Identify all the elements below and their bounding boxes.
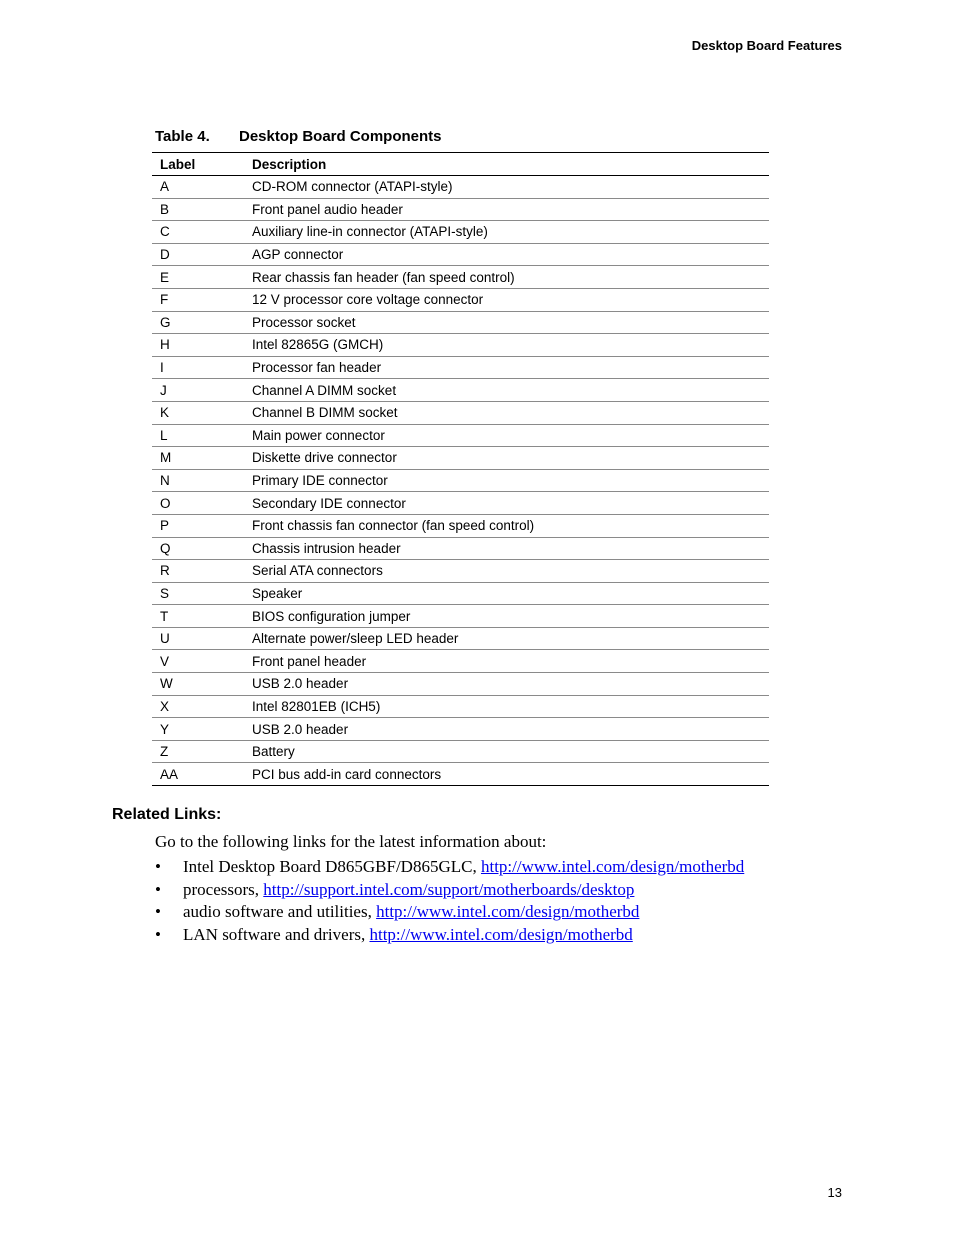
component-description: Processor socket xyxy=(252,311,769,334)
component-label: Q xyxy=(152,537,252,560)
table-row xyxy=(152,266,769,289)
table-row xyxy=(152,447,769,470)
table-caption xyxy=(155,128,442,145)
table-row xyxy=(152,424,769,447)
table-row xyxy=(152,221,769,244)
table-row xyxy=(152,763,769,786)
component-label: J xyxy=(152,379,252,402)
component-label: V xyxy=(152,650,252,673)
related-links-heading: Related Links: xyxy=(112,806,222,823)
component-label: C xyxy=(152,221,252,244)
component-description: BIOS configuration jumper xyxy=(252,605,769,628)
component-label: Y xyxy=(152,718,252,741)
table-row xyxy=(152,605,769,628)
component-label: H xyxy=(152,334,252,357)
component-label: I xyxy=(152,356,252,379)
table-row xyxy=(152,198,769,221)
component-label: T xyxy=(152,605,252,628)
bullet: • xyxy=(155,925,161,945)
audio-motherbd-link[interactable]: http://www.intel.com/design/motherbd xyxy=(376,902,640,922)
component-description: USB 2.0 header xyxy=(252,718,769,741)
table-row xyxy=(152,627,769,650)
component-description: Serial ATA connectors xyxy=(252,560,769,583)
table-title: Desktop Board Components xyxy=(239,128,442,145)
component-description: 12 V processor core voltage connector xyxy=(252,288,769,311)
component-label: L xyxy=(152,424,252,447)
related-links-list xyxy=(155,856,744,947)
component-label: W xyxy=(152,673,252,696)
component-description: Channel B DIMM socket xyxy=(252,401,769,424)
table-row xyxy=(152,311,769,334)
table-number: Table 4. xyxy=(155,128,210,145)
list-item xyxy=(155,856,744,879)
component-description: Intel 82801EB (ICH5) xyxy=(252,695,769,718)
component-label: E xyxy=(152,266,252,289)
table-row xyxy=(152,673,769,696)
table-row xyxy=(152,379,769,402)
component-label: M xyxy=(152,447,252,470)
component-description: AGP connector xyxy=(252,243,769,266)
component-description: Auxiliary line-in connector (ATAPI-style) xyxy=(252,221,769,244)
running-header: Desktop Board Features xyxy=(691,38,842,53)
table-row xyxy=(152,537,769,560)
component-label: B xyxy=(152,198,252,221)
table-row xyxy=(152,650,769,673)
table-row xyxy=(152,469,769,492)
table-row xyxy=(152,718,769,741)
table-row xyxy=(152,514,769,537)
support-desktop-link[interactable]: http://support.intel.com/support/motherboards/desktop xyxy=(263,879,635,899)
table-row xyxy=(152,560,769,583)
component-label: Z xyxy=(152,740,252,763)
related-links-intro: Go to the following links for the latest information about: xyxy=(155,832,547,851)
component-label: G xyxy=(152,311,252,334)
component-label: D xyxy=(152,243,252,266)
table-row xyxy=(152,695,769,718)
component-label: S xyxy=(152,582,252,605)
components-table xyxy=(152,152,769,786)
page-number: 13 xyxy=(827,1185,842,1200)
bullet: • xyxy=(155,857,161,876)
intel-motherbd-link[interactable]: http://www.intel.com/design/motherbd xyxy=(480,857,745,876)
list-item xyxy=(155,879,744,902)
column-header-label: Label xyxy=(152,153,252,176)
component-description: Chassis intrusion header xyxy=(252,537,769,560)
table-row xyxy=(152,243,769,266)
component-description: Rear chassis fan header (fan speed control) xyxy=(252,266,769,289)
component-description: Secondary IDE connector xyxy=(252,492,769,515)
component-label: F xyxy=(152,288,252,311)
table-row xyxy=(152,288,769,311)
link-description: Intel Desktop Board D865GBF/D865GLC, xyxy=(183,857,481,876)
component-label: O xyxy=(152,492,252,515)
component-description: Intel 82865G (GMCH) xyxy=(252,334,769,357)
component-label: A xyxy=(152,176,252,199)
component-description: Alternate power/sleep LED header xyxy=(252,627,769,650)
table-row xyxy=(152,356,769,379)
component-description: Front panel header xyxy=(252,650,769,673)
component-label: X xyxy=(152,695,252,718)
component-description: Battery xyxy=(252,740,769,763)
table-row xyxy=(152,334,769,357)
bullet: • xyxy=(155,879,161,899)
component-description: Primary IDE connector xyxy=(252,469,769,492)
table-row xyxy=(152,401,769,424)
table-row xyxy=(152,176,769,199)
link-description: processors, xyxy=(183,879,264,899)
link-description: LAN software and drivers, xyxy=(183,925,370,945)
component-description: Diskette drive connector xyxy=(252,447,769,470)
component-description: Front panel audio header xyxy=(252,198,769,221)
lan-motherbd-link[interactable]: http://www.intel.com/design/motherbd xyxy=(369,925,633,945)
table-row xyxy=(152,740,769,763)
component-label: K xyxy=(152,401,252,424)
list-item xyxy=(155,924,744,947)
link-description: audio software and utilities, xyxy=(183,902,377,922)
component-description: Main power connector xyxy=(252,424,769,447)
component-description: Front chassis fan connector (fan speed control) xyxy=(252,514,769,537)
table-body xyxy=(152,176,769,786)
component-description: PCI bus add-in card connectors xyxy=(252,763,769,786)
table-header-row xyxy=(152,153,769,176)
list-item xyxy=(155,901,744,924)
component-description: Channel A DIMM socket xyxy=(252,379,769,402)
components-table-container xyxy=(152,152,769,786)
bullet: • xyxy=(155,902,161,922)
component-label: AA xyxy=(152,763,252,786)
component-label: R xyxy=(152,560,252,583)
component-description: USB 2.0 header xyxy=(252,673,769,696)
component-description: CD-ROM connector (ATAPI-style) xyxy=(252,176,769,199)
component-label: N xyxy=(152,469,252,492)
column-header-description: Description xyxy=(252,153,769,176)
table-row xyxy=(152,492,769,515)
component-label: P xyxy=(152,514,252,537)
component-description: Processor fan header xyxy=(252,356,769,379)
component-description: Speaker xyxy=(252,582,769,605)
component-label: U xyxy=(152,627,252,650)
table-row xyxy=(152,582,769,605)
